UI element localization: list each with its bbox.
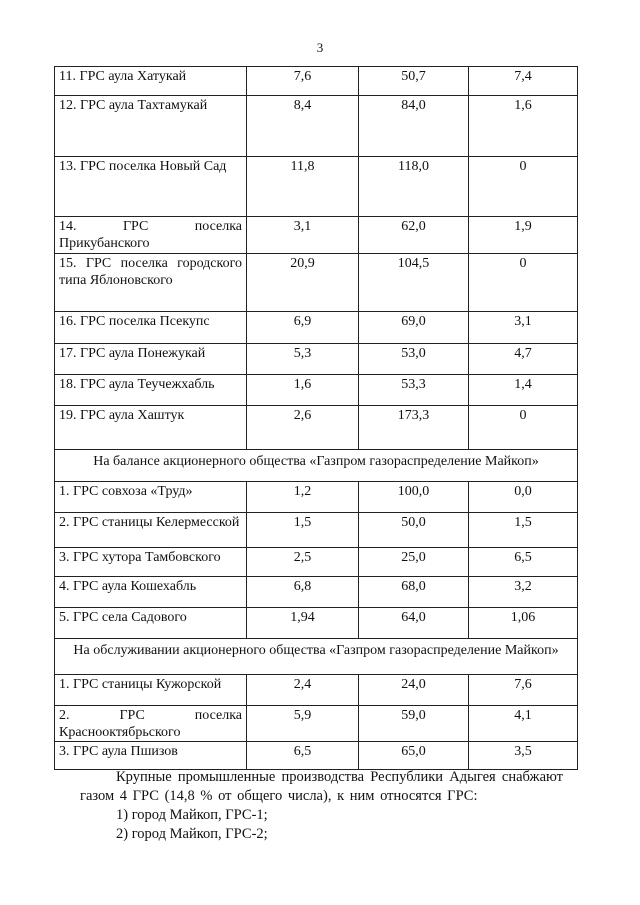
- value-1-cell: 6,5: [247, 742, 359, 770]
- table-row: [55, 217, 578, 254]
- value-3-cell: 1,6: [469, 96, 578, 157]
- value-2-cell: 64,0: [359, 608, 469, 639]
- station-name-cell: 3. ГРС хутора Тамбовского: [55, 548, 247, 577]
- station-name-cell: 16. ГРС поселка Псекупс: [55, 312, 247, 344]
- table-section-row: [55, 450, 578, 482]
- table-row: [55, 608, 578, 639]
- value-3-cell: 3,1: [469, 312, 578, 344]
- value-1-cell: 7,6: [247, 67, 359, 96]
- value-3-cell: 7,6: [469, 675, 578, 706]
- value-2-cell: 100,0: [359, 482, 469, 513]
- station-name-cell: 14. ГРС поселка Прикубанского: [55, 217, 247, 254]
- value-3-cell: 1,5: [469, 513, 578, 548]
- value-1-cell: 3,1: [247, 217, 359, 254]
- grs-table: [54, 66, 578, 770]
- value-1-cell: 5,9: [247, 706, 359, 742]
- section-heading: На обслуживании акционерного общества «Газпром газораспределение Майкоп»: [55, 639, 578, 675]
- table-row: [55, 344, 578, 375]
- section-heading: На балансе акционерного общества «Газпром газораспределение Майкоп»: [55, 450, 578, 482]
- value-1-cell: 2,5: [247, 548, 359, 577]
- table-row: [55, 742, 578, 770]
- value-1-cell: 2,4: [247, 675, 359, 706]
- value-3-cell: 6,5: [469, 548, 578, 577]
- list-item-maikop-2: 2) город Майкоп, ГРС-2;: [116, 826, 268, 842]
- value-1-cell: 11,8: [247, 157, 359, 217]
- value-3-cell: 1,4: [469, 375, 578, 406]
- table-row: [55, 96, 578, 157]
- station-name-cell: 13. ГРС поселка Новый Сад: [55, 157, 247, 217]
- table-row: [55, 254, 578, 312]
- value-3-cell: 0,0: [469, 482, 578, 513]
- value-1-cell: 2,6: [247, 406, 359, 450]
- table-row: [55, 375, 578, 406]
- station-name-cell: 18. ГРС аула Теучежхабль: [55, 375, 247, 406]
- value-3-cell: 0: [469, 254, 578, 312]
- value-1-cell: 20,9: [247, 254, 359, 312]
- value-2-cell: 25,0: [359, 548, 469, 577]
- station-name-cell: 11. ГРС аула Хатукай: [55, 67, 247, 96]
- value-1-cell: 5,3: [247, 344, 359, 375]
- station-name-cell: 3. ГРС аула Пшизов: [55, 742, 247, 770]
- table-row: [55, 675, 578, 706]
- value-3-cell: 3,2: [469, 577, 578, 608]
- value-3-cell: 3,5: [469, 742, 578, 770]
- value-2-cell: 118,0: [359, 157, 469, 217]
- station-name-cell: 1. ГРС станицы Кужорской: [55, 675, 247, 706]
- station-name-cell: 19. ГРС аула Хаштук: [55, 406, 247, 450]
- station-name-cell: 1. ГРС совхоза «Труд»: [55, 482, 247, 513]
- station-name-cell: 17. ГРС аула Понежукай: [55, 344, 247, 375]
- table-row: [55, 312, 578, 344]
- value-2-cell: 59,0: [359, 706, 469, 742]
- value-2-cell: 53,0: [359, 344, 469, 375]
- table-row: [55, 67, 578, 96]
- body-text: [80, 768, 563, 844]
- table-row: [55, 406, 578, 450]
- value-2-cell: 62,0: [359, 217, 469, 254]
- value-3-cell: 7,4: [469, 67, 578, 96]
- station-name-cell: 12. ГРС аула Тахтамукай: [55, 96, 247, 157]
- value-2-cell: 53,3: [359, 375, 469, 406]
- table-row: [55, 482, 578, 513]
- value-2-cell: 65,0: [359, 742, 469, 770]
- value-1-cell: 1,2: [247, 482, 359, 513]
- station-name-cell: 2. ГРС поселка Краснооктябрьского: [55, 706, 247, 742]
- station-name-cell: 5. ГРС села Садового: [55, 608, 247, 639]
- value-3-cell: 4,1: [469, 706, 578, 742]
- table-section-row: [55, 639, 578, 675]
- value-2-cell: 50,7: [359, 67, 469, 96]
- value-2-cell: 104,5: [359, 254, 469, 312]
- table-row: [55, 157, 578, 217]
- value-1-cell: 1,94: [247, 608, 359, 639]
- value-3-cell: 0: [469, 157, 578, 217]
- table-row: [55, 577, 578, 608]
- grs-table-body: [55, 67, 578, 770]
- value-2-cell: 173,3: [359, 406, 469, 450]
- station-name-cell: 2. ГРС станицы Келермесской: [55, 513, 247, 548]
- value-3-cell: 0: [469, 406, 578, 450]
- station-name-cell: 15. ГРС поселка городского типа Яблоновского: [55, 254, 247, 312]
- list-item-maikop-1: 1) город Майкоп, ГРС-1;: [116, 807, 268, 823]
- value-2-cell: 50,0: [359, 513, 469, 548]
- value-2-cell: 68,0: [359, 577, 469, 608]
- value-2-cell: 84,0: [359, 96, 469, 157]
- value-3-cell: 1,9: [469, 217, 578, 254]
- value-3-cell: 4,7: [469, 344, 578, 375]
- table-row: [55, 706, 578, 742]
- value-3-cell: 1,06: [469, 608, 578, 639]
- page-number: 3: [316, 40, 324, 55]
- station-name-cell: 4. ГРС аула Кошехабль: [55, 577, 247, 608]
- value-1-cell: 6,8: [247, 577, 359, 608]
- table-row: [55, 548, 578, 577]
- paragraph-industrial: Крупные промышленные производства Республики Адыгея снабжают газом 4 ГРС (14,8 % от общего числа), к ним относятся ГРС:: [80, 769, 563, 804]
- value-2-cell: 24,0: [359, 675, 469, 706]
- value-2-cell: 69,0: [359, 312, 469, 344]
- value-1-cell: 1,6: [247, 375, 359, 406]
- table-row: [55, 513, 578, 548]
- value-1-cell: 8,4: [247, 96, 359, 157]
- value-1-cell: 6,9: [247, 312, 359, 344]
- value-1-cell: 1,5: [247, 513, 359, 548]
